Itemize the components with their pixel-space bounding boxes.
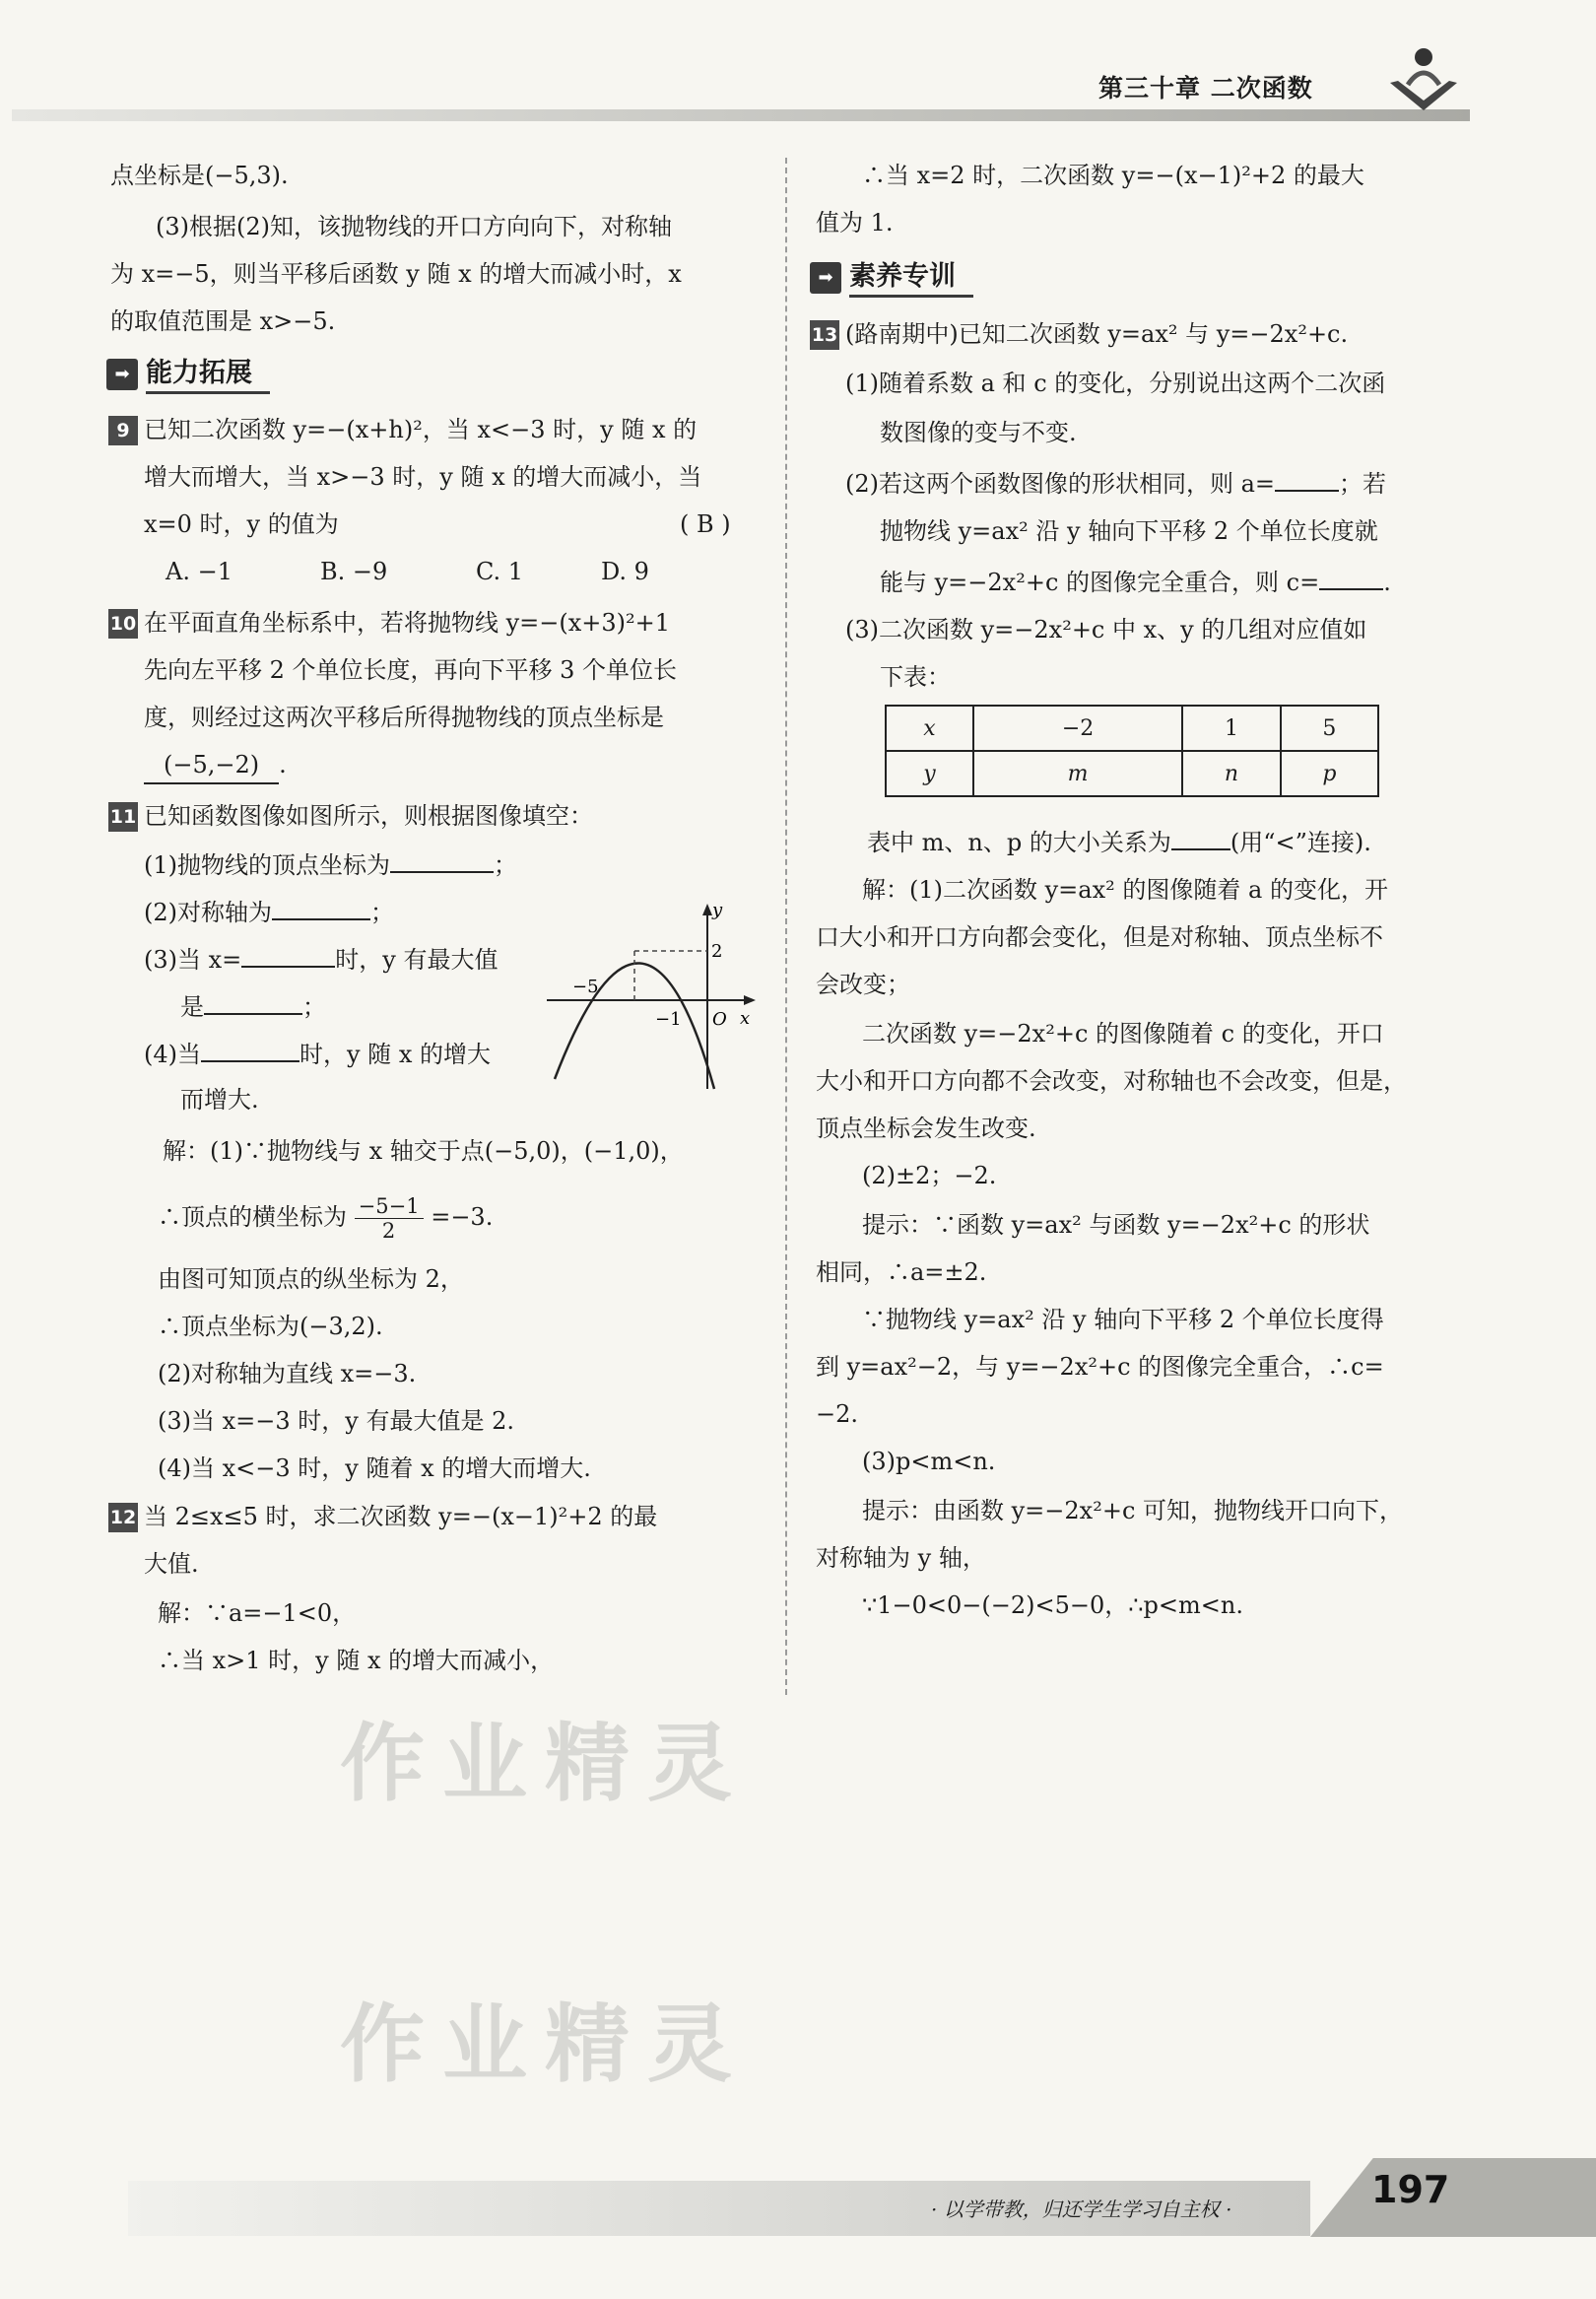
section-arrow-icon: ➡ [810,262,841,294]
q13-part-2a-end: ；若 [1339,470,1387,498]
q12-solution-1: 解：∵a=−1<0， [158,1599,357,1627]
q13-solution-3: 会改变； [816,971,910,998]
q13-solution-2: 口大小和开口方向都会变化，但是对称轴、顶点坐标不 [816,923,1383,951]
intro-line-4: 的取值范围是 x>−5. [110,307,336,335]
q13-part-2c-text: 能与 y=−2x²+c 的图像完全重合，则 c= [880,569,1320,596]
graph-two-label: 2 [711,941,723,962]
q11-part-4-text-a: (4)当 [144,1041,201,1068]
section-ability-label: 能力拓展 [146,356,270,394]
q11-blank-1[interactable] [390,845,494,873]
question-10-badge: 10 [108,609,138,639]
parabola-graph [547,902,764,1094]
q13-solution-13: (3)p<m<n. [862,1448,996,1475]
q13-blank-c[interactable] [1319,563,1383,590]
q11-fraction-numerator: −5−1 [355,1194,424,1219]
intro-line-1: 点坐标是(−5,3). [110,162,289,189]
q9-line-1: 已知二次函数 y=−(x+h)²，当 x<−3 时，y 随 x 的 [144,416,698,443]
q11-blank-2[interactable] [272,893,370,920]
section-literacy-label: 素养专训 [849,259,973,298]
table-row [886,751,1378,796]
q13-part-3c-text: 表中 m、n、p 的大小关系为 [867,829,1171,856]
q11-part-3 [144,940,498,978]
q13-solution-4: 二次函数 y=−2x²+c 的图像随着 c 的变化，开口 [862,1020,1384,1048]
question-9-badge: 9 [108,416,138,445]
q13-part-1b: 数图像的变与不变. [880,419,1077,446]
q11-line-1: 已知函数图像如图所示，则根据图像填空： [144,802,593,830]
q11-fraction-denominator: 2 [381,1219,396,1243]
q13-solution-14: 提示：由函数 y=−2x²+c 可知，抛物线开口向下， [862,1497,1404,1524]
q13-part-3c-end: (用“<”连接). [1230,829,1371,856]
q11-part-4 [144,1035,491,1072]
q12-line-2: 大值. [144,1550,199,1578]
q11-part-1 [144,845,517,883]
q9-line-2: 增大而增大，当 x>−3 时，y 随 x 的增大而减小，当 [144,463,702,491]
q9-option-b: B. −9 [320,558,388,585]
section-literacy [810,258,973,298]
section-arrow-icon: ➡ [106,359,138,390]
watermark: 作业精灵 [340,1995,750,2094]
q11-blank-5[interactable] [201,1035,299,1062]
table-cell: y [886,751,973,796]
q13-solution-16: ∵1−0<0−(−2)<5−0，∴p<m<n. [862,1591,1243,1619]
graph-y-label: y [712,902,723,920]
intro-line-3: 为 x=−5，则当平移后函数 y 随 x 的增大而减小时，x [110,260,682,288]
q11-part-2-text: (2)对称轴为 [144,899,272,926]
graph-y-arrow-icon [702,904,712,915]
graph-origin-label: O [712,1009,727,1030]
question-13-badge: 13 [810,320,839,350]
q13-solution-10: ∵抛物线 y=ax² 沿 y 轴向下平移 2 个单位长度得 [862,1306,1384,1333]
q13-part-2b: 抛物线 y=ax² 沿 y 轴向下平移 2 个单位长度就 [880,517,1378,545]
q13-part-2c-end: . [1383,569,1391,596]
q13-solution-9: 相同，∴a=±2. [816,1258,987,1286]
q13-line-1: (路南期中)已知二次函数 y=ax² 与 y=−2x²+c. [845,320,1349,348]
q9-answer: ( B ) [680,510,731,538]
table-cell: −2 [973,706,1182,751]
q13-part-3a: (3)二次函数 y=−2x²+c 中 x、y 的几组对应值如 [845,616,1367,643]
table-cell: 5 [1281,706,1378,751]
q13-solution-8: 提示：∵函数 y=ax² 与函数 y=−2x²+c 的形状 [862,1211,1370,1239]
q11-solution-2 [158,1194,493,1243]
q13-solution-6: 顶点坐标会发生改变. [816,1115,1036,1142]
q11-part-3-end: ； [302,993,326,1021]
q11-part-2 [144,893,394,930]
q11-part-3-cont [180,987,326,1025]
footer-slogan: · 以学带教，归还学生学习自主权 · [931,2198,1232,2221]
column-divider [785,158,787,1695]
q11-solution-4: ∴顶点坐标为(−3,2). [158,1313,383,1340]
q13-part-2a [845,464,1386,502]
table-row [886,706,1378,751]
q13-solution-11: 到 y=ax²−2，与 y=−2x²+c 的图像完全重合，∴c= [816,1353,1384,1381]
q12-line-1: 当 2≤x≤5 时，求二次函数 y=−(x−1)²+2 的最 [144,1503,658,1530]
q11-part-4-text-b: 时，y 随 x 的增大 [299,1041,491,1068]
table-cell: x [886,706,973,751]
q13-part-2c [880,563,1391,600]
watermark: 作业精灵 [340,1715,750,1813]
q11-solution-5: (2)对称轴为直线 x=−3. [158,1360,417,1387]
q13-part-3c [867,823,1371,860]
q11-solution-1: 解：(1)∵抛物线与 x 轴交于点(−5,0)，(−1,0)， [163,1137,684,1165]
graph-x-arrow-icon [744,995,756,1005]
q11-solution-3: 由图可知顶点的纵坐标为 2， [158,1265,464,1293]
page-number: 197 [1371,2168,1450,2211]
q11-part-3-text-a: (3)当 x= [144,946,242,974]
r-cont-line-2: 值为 1. [816,209,894,237]
q13-solution-7: (2)±2；−2. [862,1162,997,1189]
table-cell: n [1182,751,1281,796]
q11-blank-4[interactable] [204,987,302,1015]
q11-part-2-end: ； [370,899,394,926]
q13-blank-a[interactable] [1275,464,1339,492]
q13-part-2a-text: (2)若这两个函数图像的形状相同，则 a= [845,470,1276,498]
q11-part-1-text: (1)抛物线的顶点坐标为 [144,851,390,879]
table-cell: m [973,751,1182,796]
q11-solution-2-result: =−3. [431,1203,494,1231]
q9-option-d: D. 9 [601,558,649,585]
q10-answer: (−5,−2) [144,747,279,784]
q13-part-3b: 下表： [880,663,951,691]
q10-line-3: 度，则经过这两次平移后所得抛物线的顶点坐标是 [144,704,664,731]
graph-x-label: x [740,1008,751,1029]
q11-part-3-text-c: 是 [180,993,204,1021]
chapter-title: 第三十章 二次函数 [1098,74,1313,102]
q13-solution-1: 解：(1)二次函数 y=ax² 的图像随着 a 的变化，开 [862,876,1388,904]
q11-fraction [355,1194,424,1243]
q13-solution-5: 大小和开口方向都不会改变，对称轴也不会改变，但是， [816,1067,1407,1095]
q10-line-1: 在平面直角坐标系中，若将抛物线 y=−(x+3)²+1 [144,609,671,637]
q12-solution-2: ∴当 x>1 时，y 随 x 的增大而减小， [158,1647,555,1674]
q10-line-2: 先向左平移 2 个单位长度，再向下平移 3 个单位长 [144,656,678,684]
question-12-badge: 12 [108,1503,138,1532]
q11-part-3-text-b: 时，y 有最大值 [335,946,499,974]
q13-solution-12: −2. [816,1400,859,1428]
graph-minus1-label: −1 [655,1009,682,1030]
q13-blank-order[interactable] [1171,823,1230,850]
q11-solution-2-text: ∴顶点的横坐标为 [158,1203,347,1231]
value-table [885,705,1379,797]
q11-solution-7: (4)当 x<−3 时，y 随着 x 的增大而增大. [158,1454,591,1482]
r-cont-line-1: ∴当 x=2 时，二次函数 y=−(x−1)²+2 的最大 [862,162,1364,189]
intro-line-2: (3)根据(2)知，该抛物线的开口方向向下，对称轴 [156,213,672,240]
q11-solution-6: (3)当 x=−3 时，y 有最大值是 2. [158,1407,514,1435]
question-11-badge: 11 [108,802,138,832]
table-cell: p [1281,751,1378,796]
q11-part-4-cont: 而增大. [180,1086,259,1114]
section-ability [106,355,270,394]
q9-line-3: x=0 时，y 的值为 [144,510,339,538]
book-logo-icon [1384,41,1463,120]
q11-blank-3[interactable] [241,940,335,968]
q13-solution-15: 对称轴为 y 轴， [816,1544,986,1572]
table-cell: 1 [1182,706,1281,751]
graph-minus5-label: −5 [572,977,599,997]
q10-end: . [279,751,287,778]
q10-answer-line [144,747,287,784]
q13-part-1a: (1)随着系数 a 和 c 的变化，分别说出这两个二次函 [845,370,1386,397]
q9-option-c: C. 1 [476,558,524,585]
q9-option-a: A. −1 [166,558,233,585]
header-bar [12,109,1470,121]
page-number-tab [1310,2158,1596,2237]
q11-part-1-end: ； [494,851,517,879]
